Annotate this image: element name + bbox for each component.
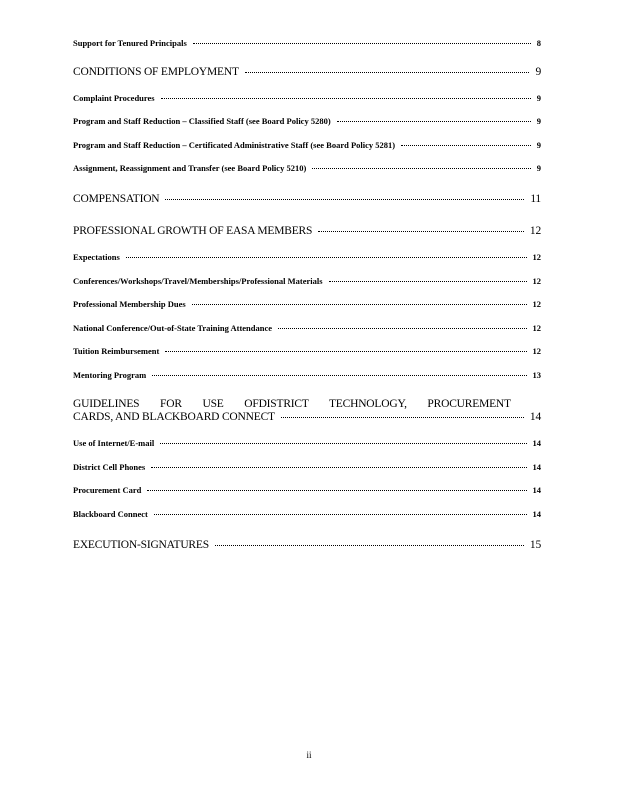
dot-leader xyxy=(161,97,531,99)
toc-entry-title: Assignment, Reassignment and Transfer (see Board Policy 5210) xyxy=(73,163,307,173)
dot-leader xyxy=(312,167,530,169)
dot-leader xyxy=(165,198,524,200)
toc-entry-title-line2: CARDS, AND BLACKBOARD CONNECT xyxy=(73,411,275,423)
toc-entry-title: CONDITIONS OF EMPLOYMENT xyxy=(73,66,239,78)
toc-entry[interactable] xyxy=(73,140,541,150)
toc-entry[interactable] xyxy=(73,299,541,309)
toc-entry-title: Complaint Procedures xyxy=(73,93,155,103)
toc-entry-page: 15 xyxy=(529,539,541,551)
toc-entry[interactable] xyxy=(73,462,541,472)
toc-entry-title: Use of Internet/E-mail xyxy=(73,438,155,448)
dot-leader xyxy=(165,350,526,352)
toc-entry-title: District Cell Phones xyxy=(73,462,146,472)
toc-entry-title: Expectations xyxy=(73,252,120,262)
toc-entry-page: 12 xyxy=(532,299,541,309)
toc-entry-page: 14 xyxy=(532,509,541,519)
toc-entry-page: 9 xyxy=(536,116,541,126)
toc-entry-title: Blackboard Connect xyxy=(73,509,148,519)
toc-entry[interactable] xyxy=(73,323,541,333)
toc-entry[interactable] xyxy=(73,485,541,495)
toc-entry[interactable] xyxy=(73,93,541,103)
toc-entry-title: Program and Staff Reduction – Classified Staff (see Board Policy 5280) xyxy=(73,116,331,126)
dot-leader xyxy=(126,256,527,258)
page-number: ii xyxy=(306,750,312,760)
dot-leader xyxy=(337,120,531,122)
toc-entry-page: 12 xyxy=(529,225,541,237)
toc-entry-page: 14 xyxy=(532,438,541,448)
toc-entry-title: Tuition Reimbursement xyxy=(73,346,160,356)
toc-entry-page: 9 xyxy=(535,66,541,78)
toc-entry[interactable] xyxy=(73,38,541,48)
toc-entry[interactable] xyxy=(73,438,541,448)
dot-leader xyxy=(278,327,526,329)
toc-entry-page: 14 xyxy=(529,411,541,423)
toc-entry[interactable] xyxy=(73,370,541,380)
toc-entry[interactable] xyxy=(73,509,541,519)
toc-entry-title: Mentoring Program xyxy=(73,370,147,380)
dot-leader xyxy=(151,466,526,468)
dot-leader xyxy=(160,442,526,444)
toc-entry-page: 9 xyxy=(536,140,541,150)
toc-entry[interactable] xyxy=(73,346,541,356)
toc-entry-page: 12 xyxy=(532,323,541,333)
toc-entry[interactable] xyxy=(73,252,541,262)
toc-entry-title: Conferences/Workshops/Travel/Memberships/Professional Materials xyxy=(73,276,323,286)
toc-entry-page: 14 xyxy=(532,462,541,472)
dot-leader xyxy=(401,144,531,146)
toc-entry-title: Program and Staff Reduction – Certificated Administrative Staff (see Board Policy 5281) xyxy=(73,140,396,150)
toc-entry[interactable] xyxy=(73,193,541,205)
toc-entry[interactable] xyxy=(73,163,541,173)
toc-entry-page: 12 xyxy=(532,276,541,286)
toc-entry-title: PROFESSIONAL GROWTH OF EASA MEMBERS xyxy=(73,225,313,237)
dot-leader xyxy=(215,544,524,546)
dot-leader xyxy=(152,374,526,376)
toc-entry-page: 12 xyxy=(532,252,541,262)
dot-leader xyxy=(154,513,527,515)
dot-leader xyxy=(329,280,527,282)
toc-entry[interactable] xyxy=(73,66,541,78)
dot-leader xyxy=(193,42,531,44)
dot-leader xyxy=(281,416,524,418)
toc-entry-title: National Conference/Out-of-State Training Attendance xyxy=(73,323,273,333)
toc-entry-title: Support for Tenured Principals xyxy=(73,38,187,48)
toc-entry-guidelines[interactable] xyxy=(73,398,541,423)
toc-entry-page: 14 xyxy=(532,485,541,495)
toc-entry-title: Procurement Card xyxy=(73,485,142,495)
toc-entry-page: 11 xyxy=(530,193,541,205)
toc-entry-page: 12 xyxy=(532,346,541,356)
toc-entry-page: 9 xyxy=(536,93,541,103)
dot-leader xyxy=(245,71,530,73)
toc-entry[interactable] xyxy=(73,225,541,237)
toc-entry-title: EXECUTION-SIGNATURES xyxy=(73,539,209,551)
toc-entry-title-line1: GUIDELINES FOR USE OFDISTRICT TECHNOLOGY, PROCUREMENT xyxy=(73,398,511,410)
dot-leader xyxy=(192,303,527,305)
toc-entry[interactable] xyxy=(73,539,541,551)
toc-entry-title: COMPENSATION xyxy=(73,193,160,205)
toc-entry[interactable] xyxy=(73,116,541,126)
toc-entry-page: 13 xyxy=(532,370,541,380)
toc-entry[interactable] xyxy=(73,276,541,286)
toc-entry-page: 9 xyxy=(536,163,541,173)
toc-entry-title: Professional Membership Dues xyxy=(73,299,186,309)
dot-leader xyxy=(318,230,524,232)
dot-leader xyxy=(147,489,526,491)
toc-entry-page: 8 xyxy=(536,38,541,48)
